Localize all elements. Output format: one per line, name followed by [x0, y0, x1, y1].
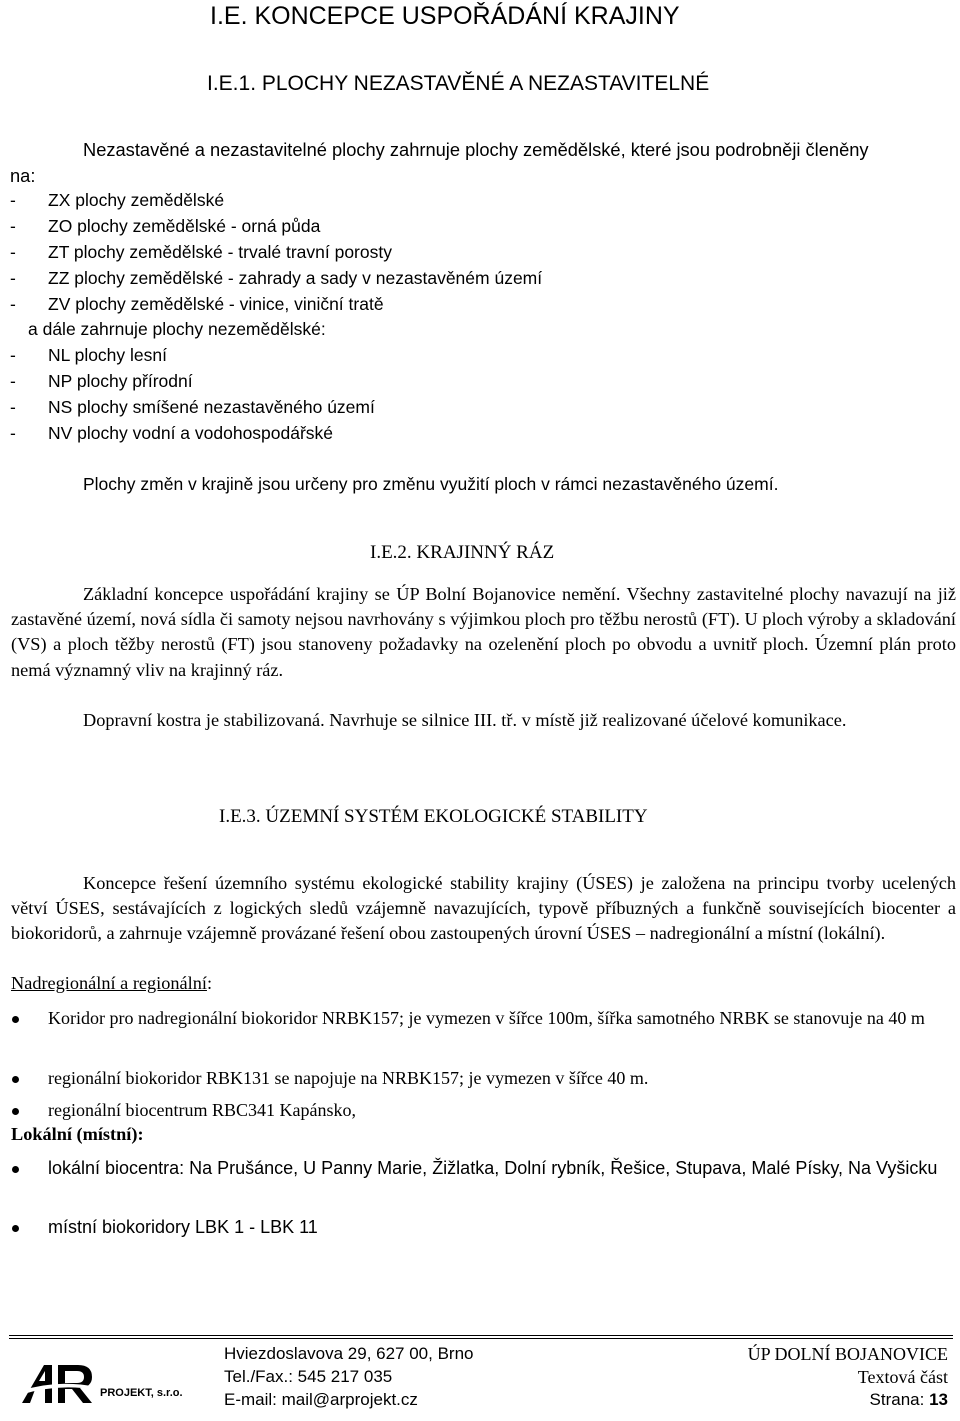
- list-item: regionální biokoridor RBK131 se napojuje na NRBK157; je vymezen v šířce 40 m.: [12, 1065, 957, 1091]
- bullet-icon: [12, 1166, 19, 1173]
- section-title-1: I.E.1. PLOCHY NEZASTAVĚNÉ A NEZASTAVITELNÉ: [207, 72, 710, 95]
- regional-label: Nadregionální a regionální:: [11, 973, 213, 993]
- ar-logo-icon: [18, 1357, 218, 1409]
- transport-paragraph: Dopravní kostra je stabilizovaná. Navrhuje se silnice III. tř. v místě již realizované účelové komunikace.: [83, 710, 847, 730]
- footer-project: ÚP DOLNÍ BOJANOVICE: [747, 1344, 948, 1364]
- section-title-2: I.E.2. KRAJINNÝ RÁZ: [370, 542, 555, 563]
- footer-part: Textová část: [857, 1367, 948, 1387]
- section-title-3: I.E.3. ÚZEMNÍ SYSTÉM EKOLOGICKÉ STABILITY: [219, 806, 648, 827]
- list-item: regionální biocentrum RBC341 Kapánsko,: [12, 1097, 957, 1123]
- intro-text: Nezastavěné a nezastavitelné plochy zahrnuje plochy zemědělské, které jsou podrobněji členěny: [83, 139, 869, 160]
- footer-address: Hviezdoslavova 29, 627 00, Brno: [224, 1344, 474, 1363]
- list-item: Koridor pro nadregionální biokoridor NRBK157; je vymezen v šířce 100m, šířka samotného NRBK se stanovuje na 40 m: [12, 1005, 957, 1057]
- landscape-paragraph: Základní koncepce uspořádání krajiny se ÚP Bolní Bojanovice nemění. Všechny zastavitelné plochy navazují na již zastavěné území, nová sídla či samoty nejsou navrhovány s výjimkou ploch pro těžbu nerostů (FT). U ploch výroby a skladování (VS) a ploch těžby nerostů (FT) jsou stanoveny požadavky na ozelenění ploch po obvodu a uvnitř ploch. Územní plán proto nemá významný vliv na krajinný ráz.: [11, 584, 956, 680]
- nonagri-intro: a dále zahrnuje plochy nezemědělské:: [28, 319, 326, 339]
- company-logo: [18, 1357, 218, 1409]
- bullet-icon: [12, 1076, 19, 1083]
- footer-phone: Tel./Fax.: 545 217 035: [224, 1367, 393, 1386]
- footer-email: E-mail: mail@arprojekt.cz: [224, 1390, 418, 1409]
- footer-divider: [9, 1335, 953, 1336]
- list-item: místní biokoridory LBK 1 - LBK 11: [12, 1214, 957, 1240]
- page-number: Strana: 13: [869, 1390, 948, 1409]
- bullet-icon: [12, 1225, 19, 1232]
- local-label: Lokální (místní):: [11, 1124, 144, 1144]
- intro-text-cont: na:: [10, 165, 36, 186]
- list-item: lokální biocentra: Na Prušánce, U Panny Marie, Žižlatka, Dolní rybník, Řešice, Stupava, Malé Písky, Na Vyšicku: [12, 1155, 957, 1207]
- uses-paragraph: Koncepce řešení územního systému ekologické stability krajiny (ÚSES) je založena na principu tvorby ucelených větví ÚSES, sestávajících z logických sledů vzájemně navazujících, typově příbuzných a funkčně souvisejících biocenter a biokoridorů, a zahrnuje vzájemně provázané řešení obou zastoupených úrovní ÚSES – nadregionální a místní (lokální).: [11, 873, 956, 944]
- bullet-icon: [12, 1108, 19, 1115]
- logo-company-name: PROJEKT, s.r.o.: [100, 1387, 183, 1399]
- bullet-icon: [12, 1016, 19, 1023]
- page-title: I.E. KONCEPCE USPOŘÁDÁNÍ KRAJINY: [210, 2, 680, 30]
- footer-divider: [9, 1338, 953, 1339]
- changes-text: Plochy změn v krajině jsou určeny pro změnu využití ploch v rámci nezastavěného území.: [83, 474, 779, 494]
